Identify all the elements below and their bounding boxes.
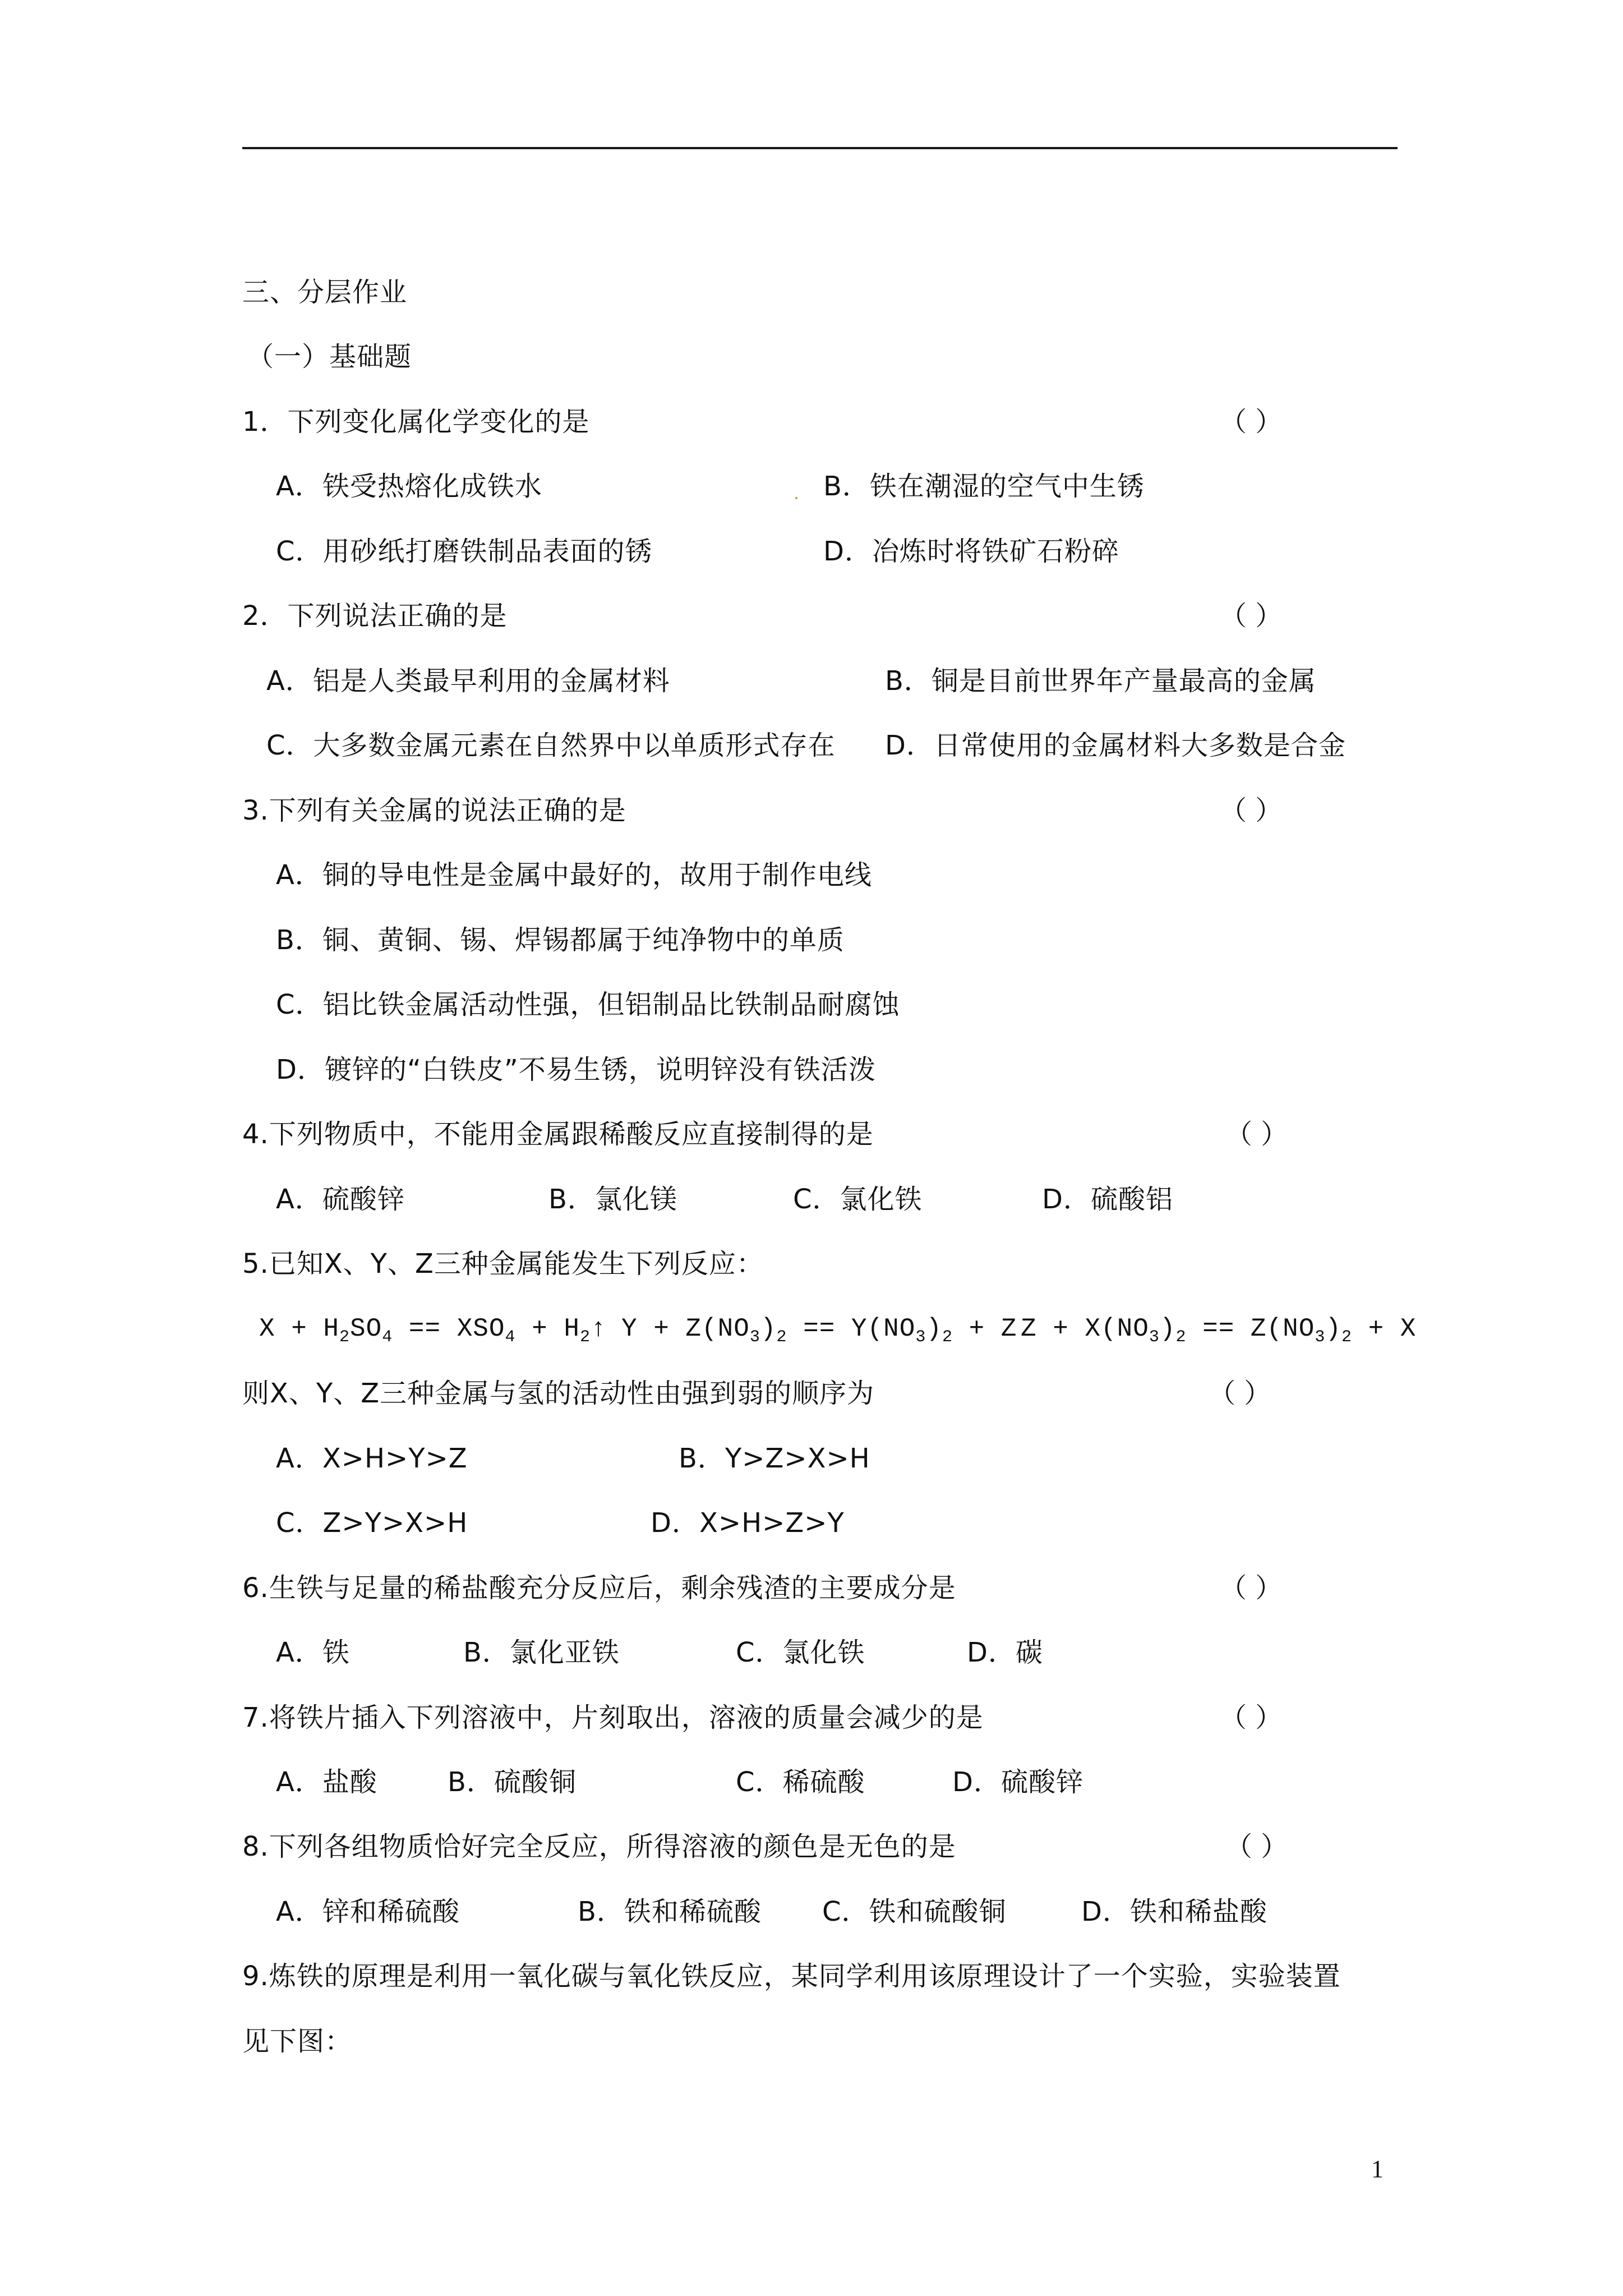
question-2-option-c: C．大多数金属元素在自然界中以单质形式存在 [266, 730, 836, 761]
question-5-option-c: C．Z>Y>X>H [276, 1507, 468, 1539]
question-6-stem: 6.生铁与足量的稀盐酸充分反应后，剩余残渣的主要成分是 [242, 1572, 956, 1604]
question-7-stem: 7.将铁片插入下列溶液中，片刻取出，溶液的质量会减少的是 [242, 1702, 984, 1733]
question-7-option-b: B．硫酸铜 [448, 1766, 577, 1798]
question-5-stem-2: 则X、Y、Z三种金属与氢的活动性由强到弱的顺序为 [242, 1378, 875, 1409]
question-9-stem-cont: 见下图： [242, 2026, 353, 2057]
answer-paren: （ ） [1220, 1702, 1283, 1733]
question-1-option-b: B．铁在潮湿的空气中生锈 [823, 471, 1145, 502]
answer-paren: （ ） [1220, 1572, 1283, 1604]
question-1-option-a: A．铁受热熔化成铁水 [276, 471, 542, 502]
question-1-option-d: D．冶炼时将铁矿石粉碎 [823, 536, 1119, 567]
question-2-stem: 2．下列说法正确的是 [242, 600, 508, 632]
answer-paren: （ ） [1220, 406, 1283, 438]
question-6-option-b: B．氯化亚铁 [463, 1637, 620, 1668]
question-7-option-d: D．硫酸锌 [952, 1766, 1083, 1798]
question-3-option-d: D．镀锌的“白铁皮”不易生锈，说明锌没有铁活泼 [276, 1054, 876, 1085]
answer-paren: （ ） [1225, 1831, 1288, 1862]
question-2-option-b: B．铜是目前世界年产量最高的金属 [885, 665, 1316, 697]
question-1-option-c: C．用砂纸打磨铁制品表面的锈 [276, 536, 653, 567]
question-8-stem: 8.下列各组物质恰好完全反应，所得溶液的颜色是无色的是 [242, 1831, 956, 1862]
page-number: 1 [1371, 2155, 1384, 2183]
header-rule [242, 147, 1398, 149]
question-4-option-d: D．硫酸铝 [1042, 1184, 1173, 1215]
section-subtitle: （一）基础题 [247, 341, 412, 372]
question-3-option-a: A．铜的导电性是金属中最好的，故用于制作电线 [276, 859, 872, 891]
question-5-stem: 5.已知X、Y、Z三种金属能发生下列反应： [242, 1248, 764, 1280]
question-6-option-c: C．氯化铁 [736, 1637, 865, 1668]
question-5-option-a: A．X>H>Y>Z [276, 1443, 468, 1474]
question-6-option-d: D．碳 [967, 1637, 1043, 1668]
section-title: 三、分层作业 [242, 277, 408, 308]
answer-paren: （ ） [1220, 600, 1283, 632]
question-4-stem: 4.下列物质中，不能用金属跟稀酸反应直接制得的是 [242, 1119, 874, 1150]
question-4-option-c: C．氯化铁 [793, 1184, 923, 1215]
equation-3: $Z + X(NO_3)_2 == Z(NO_3)_2 + X$ [1021, 1314, 1417, 1347]
question-4-option-b: B．氯化镁 [548, 1184, 677, 1215]
equation-1: $X + H_2SO_4 == XSO_4$ + $H_2↑$ [259, 1314, 607, 1347]
equation-2: $Y + Z(NO_3)_2 == Y(NO_3)_2 + Z$ [621, 1314, 1017, 1347]
question-1-stem: 1．下列变化属化学变化的是 [242, 406, 590, 438]
answer-paren: （ ） [1225, 1119, 1288, 1150]
question-9-stem: 9.炼铁的原理是利用一氧化碳与氧化铁反应，某同学利用该原理设计了一个实验，实验装置 [242, 1961, 1341, 1992]
question-8-option-a: A．锌和稀硫酸 [276, 1896, 460, 1927]
question-4-option-a: A．硫酸锌 [276, 1184, 405, 1215]
question-3-option-b: B．铜、黄铜、锡、焊锡都属于纯净物中的单质 [276, 924, 845, 956]
question-3-stem: 3.下列有关金属的说法正确的是 [242, 795, 626, 826]
question-2-option-a: A．铝是人类最早利用的金属材料 [266, 665, 670, 697]
print-speck [795, 497, 797, 499]
answer-paren: （ ） [1220, 795, 1283, 826]
question-5-option-b: B．Y>Z>X>H [679, 1443, 870, 1474]
question-7-option-c: C．稀硫酸 [736, 1766, 865, 1798]
question-7-option-a: A．盐酸 [276, 1766, 377, 1798]
question-3-option-c: C．铝比铁金属活动性强，但铝制品比铁制品耐腐蚀 [276, 989, 900, 1020]
question-8-option-d: D．铁和稀盐酸 [1081, 1896, 1267, 1927]
question-8-option-b: B．铁和稀硫酸 [578, 1896, 762, 1927]
question-6-option-a: A．铁 [276, 1637, 350, 1668]
question-8-option-c: C．铁和硫酸铜 [822, 1896, 1007, 1927]
question-5-option-d: D．X>H>Z>Y [651, 1507, 845, 1539]
question-2-option-d: D．日常使用的金属材料大多数是合金 [885, 730, 1346, 761]
answer-paren: （ ） [1209, 1378, 1271, 1409]
